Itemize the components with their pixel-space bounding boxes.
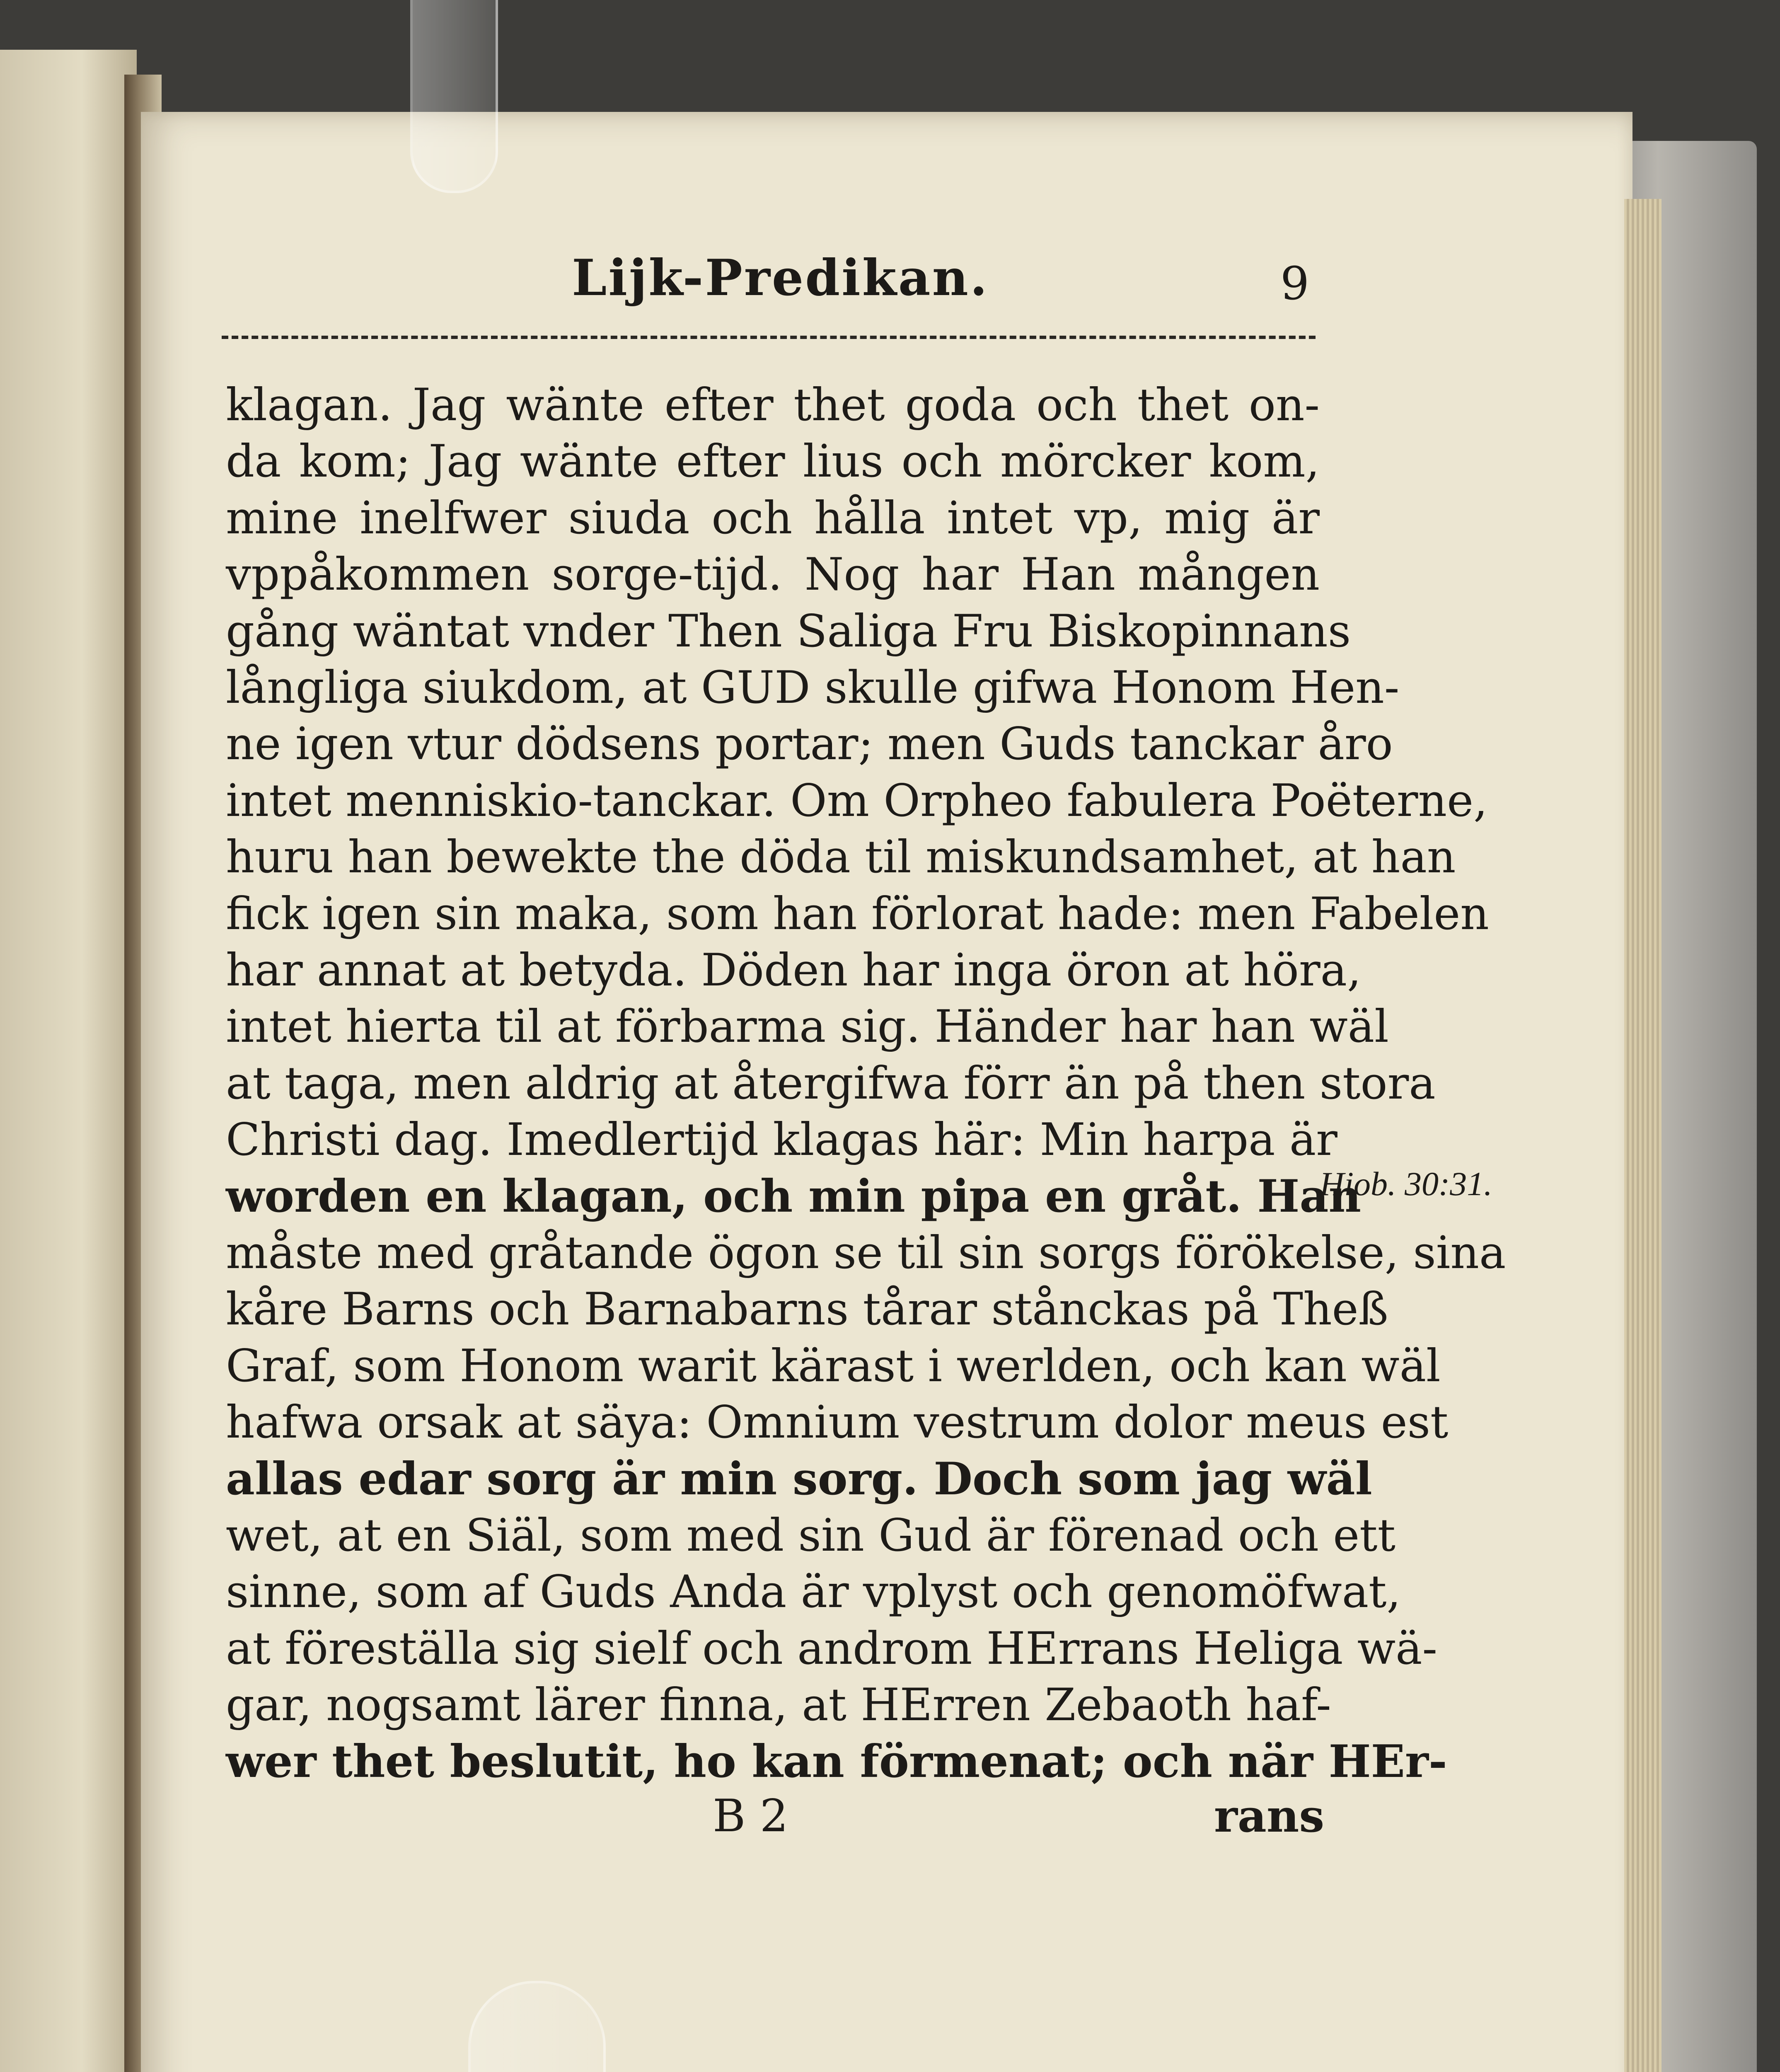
text-line: fick igen sin maka, som han förlorat hade: men Fabelen xyxy=(226,888,1489,940)
text-line: ne igen vtur dödsens portar; men Guds tanckar åro xyxy=(226,718,1393,770)
page-number: 9 xyxy=(1280,257,1309,310)
facing-page xyxy=(0,50,137,2072)
text-line: långliga siukdom, at GUD skulle gifwa Honom Hen- xyxy=(226,661,1400,714)
text-line: gar, nogsamt lärer finna, at HErren Zebaoth haf- xyxy=(226,1679,1331,1731)
text-line: wet, at en Siäl, som med sin Gud är förenad och ett xyxy=(226,1509,1395,1561)
text-line: allas edar sorg är min sorg. Doch som jag wäl xyxy=(226,1453,1372,1506)
text-line: intet hierta til at förbarma sig. Händer har han wäl xyxy=(226,1001,1389,1053)
running-head: Lijk-Predikan. xyxy=(572,249,989,307)
text-line: gång wäntat vnder Then Saliga Fru Biskopinnans xyxy=(226,605,1351,657)
signature-mark: B 2 xyxy=(713,1790,788,1842)
text-line: har annat at betyda. Döden har inga öron at höra, xyxy=(226,944,1362,996)
text-line: wer thet beslutit, ho kan förmenat; och när HEr- xyxy=(226,1736,1447,1788)
text-line: mine inelfwer siuda och hålla intet vp, mig är xyxy=(226,492,1320,544)
text-line: at föreställa sig sielf och androm HErrans Heliga wä- xyxy=(226,1622,1438,1675)
text-line: intet menniskio-tanckar. Om Orpheo fabulera Poëterne, xyxy=(226,775,1488,827)
text-line: klagan. Jag wänte efter thet goda och thet on- xyxy=(226,379,1320,431)
page-fore-edge xyxy=(1624,199,1661,2072)
text-line: hafwa orsak at säya: Omnium vestrum dolor meus est xyxy=(226,1397,1449,1449)
header-rule xyxy=(222,336,1316,339)
text-line: Graf, som Honom warit kärast i werlden, och kan wäl xyxy=(226,1340,1441,1392)
text-line: sinne, som af Guds Anda är vplyst och genomöfwat, xyxy=(226,1566,1401,1618)
text-line: da kom; Jag wänte efter lius och mörcker kom, xyxy=(226,436,1320,488)
text-line: vppåkommen sorge-tijd. Nog har Han mången xyxy=(226,549,1320,601)
text-line: kåre Barns och Barnabarns tårar stånckas på Theß xyxy=(226,1283,1388,1336)
text-line: Christi dag. Imedlertijd klagas här: Min harpa är xyxy=(226,1114,1337,1166)
margin-reference: Hiob. 30:31. xyxy=(1320,1165,1492,1203)
text-line: huru han bewekte the döda til miskundsamhet, at han xyxy=(226,831,1456,884)
text-line: måste med gråtande ögon se til sin sorgs förökelse, sina xyxy=(226,1227,1506,1279)
text-line: worden en klagan, och min pipa en gråt. Han xyxy=(226,1170,1361,1223)
catchword: rans xyxy=(1214,1790,1325,1842)
text-line: at taga, men aldrig at återgifwa förr än på then stora xyxy=(226,1057,1436,1109)
page-clip-top xyxy=(410,0,498,193)
